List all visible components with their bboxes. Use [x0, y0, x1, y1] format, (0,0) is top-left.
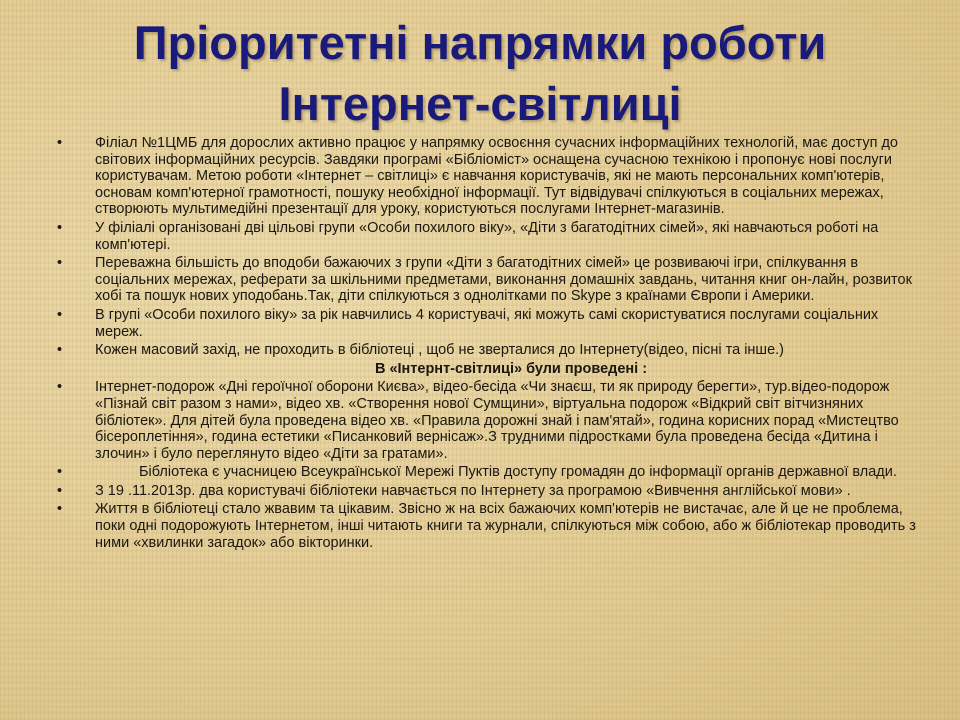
list-item — [57, 135, 927, 218]
bullet-icon: • — [57, 464, 63, 481]
title-line-1: Пріоритетні напрямки роботи — [133, 16, 827, 69]
paragraph-text: Кожен масовий захід, не проходить в бібліотеці , щоб не зверталися до Інтернету(відео, пісні та інше.) — [95, 342, 784, 359]
slide-title — [40, 12, 920, 134]
slide-body — [57, 135, 927, 553]
bullet-icon: • — [57, 255, 63, 272]
list-item — [57, 342, 927, 359]
bullet-icon: • — [57, 501, 63, 518]
list-item — [57, 307, 927, 340]
list-item — [57, 464, 927, 481]
paragraph-text: Інтернет-подорож «Дні героїчної оборони Києва», відео-бесіда «Чи знаєш, ти як природу берегти», тур.відео-подорож «Пізнай світ разом з нами», відео хв. «Створення нової Сумщини», віртуальна подорож «Відкрий світ вітчизняних бібліотек». Для дітей була проведена відео хв. «Правила дорожні знай і пам'ятай», година корисних порад «Мистецтво бісероплетіння», година естетики «Писанковий вернісаж».З трудними підростками була проведена бесіда «Дитина і злочин» і було переглянуто відео «Діти за гратами». — [95, 379, 899, 462]
list-item — [57, 483, 927, 500]
list-item — [57, 220, 927, 253]
bullet-icon: • — [57, 135, 63, 151]
list-item — [57, 255, 927, 305]
list-item — [57, 379, 927, 462]
paragraph-text: Бібліотека є учасницею Всеукраїнської Мережі Пуктів доступу громадян до інформації органів державної влади. — [139, 464, 897, 481]
title-line-2: Інтернет-світлиці — [278, 77, 682, 130]
bullet-icon: • — [57, 342, 63, 359]
paragraph-text: Переважна більшість до вподоби бажаючих з групи «Діти з багатодітних сімей» це розвиваючі ігри, спілкування в соціальних мережах, реферати за шкільними предметами, виконання домашніх завдань, читання книг он-лайн, розвиток хобі та пошук нових уподобань.Так, діти спілкуються з однолітками по Skype з країнами Європи і Америки. — [95, 255, 912, 305]
bullet-icon: • — [57, 306, 63, 323]
bullet-icon: • — [57, 379, 63, 396]
paragraph-text: У філіалі організовані дві цільові групи «Особи похилого віку», «Діти з багатодітних сімей», які навчаються роботі на комп'ютері. — [95, 219, 879, 253]
section-subheading: В «Інтернт-світлиці» були проведені : — [374, 360, 648, 377]
bullet-icon: • — [57, 219, 63, 236]
list-item — [57, 501, 927, 551]
paragraph-text: В групі «Особи похилого віку» за рік навчились 4 користувачі, які можуть самі скористуватися послугами соціальних мереж. — [95, 306, 879, 340]
paragraph-text: Філіал №1ЦМБ для дорослих активно працює у напрямку освоєння сучасних інформаційних технологій, має доступ до світових інформаційних ресурсів. Завдяки програмі «Бібліоміст» оснащена сучасною технікою і пропонує нові послуги користувачам. Метою роботи «Інтернет – світлиці» є навчання користувачів, які не мають персональних комп'ютерів, основам комп'ютерної грамотності, пошуку необхідної інформації. Тут відвідувачі спілкуються в соціальних мережах, створюють мультимедійні презентації для уроку, користуються послугами Інтернет-магазинів. — [95, 135, 898, 218]
paragraph-text: Життя в бібліотеці стало жвавим та цікавим. Звісно ж на всіх бажаючих комп'ютерів не вистачає, але й це не проблема, поки одні подорожують Інтернетом, інші читають книги та журнали, спілкуються між собою, або ж бібліотекар проводить з ними «хвилинки загадок» або вікторинки. — [95, 501, 916, 551]
bullet-icon: • — [57, 482, 63, 499]
paragraph-text: З 19 .11.2013р. два користувачі бібліотеки навчається по Інтернету за програмою «Вивчення англійської мови» . — [95, 482, 851, 499]
